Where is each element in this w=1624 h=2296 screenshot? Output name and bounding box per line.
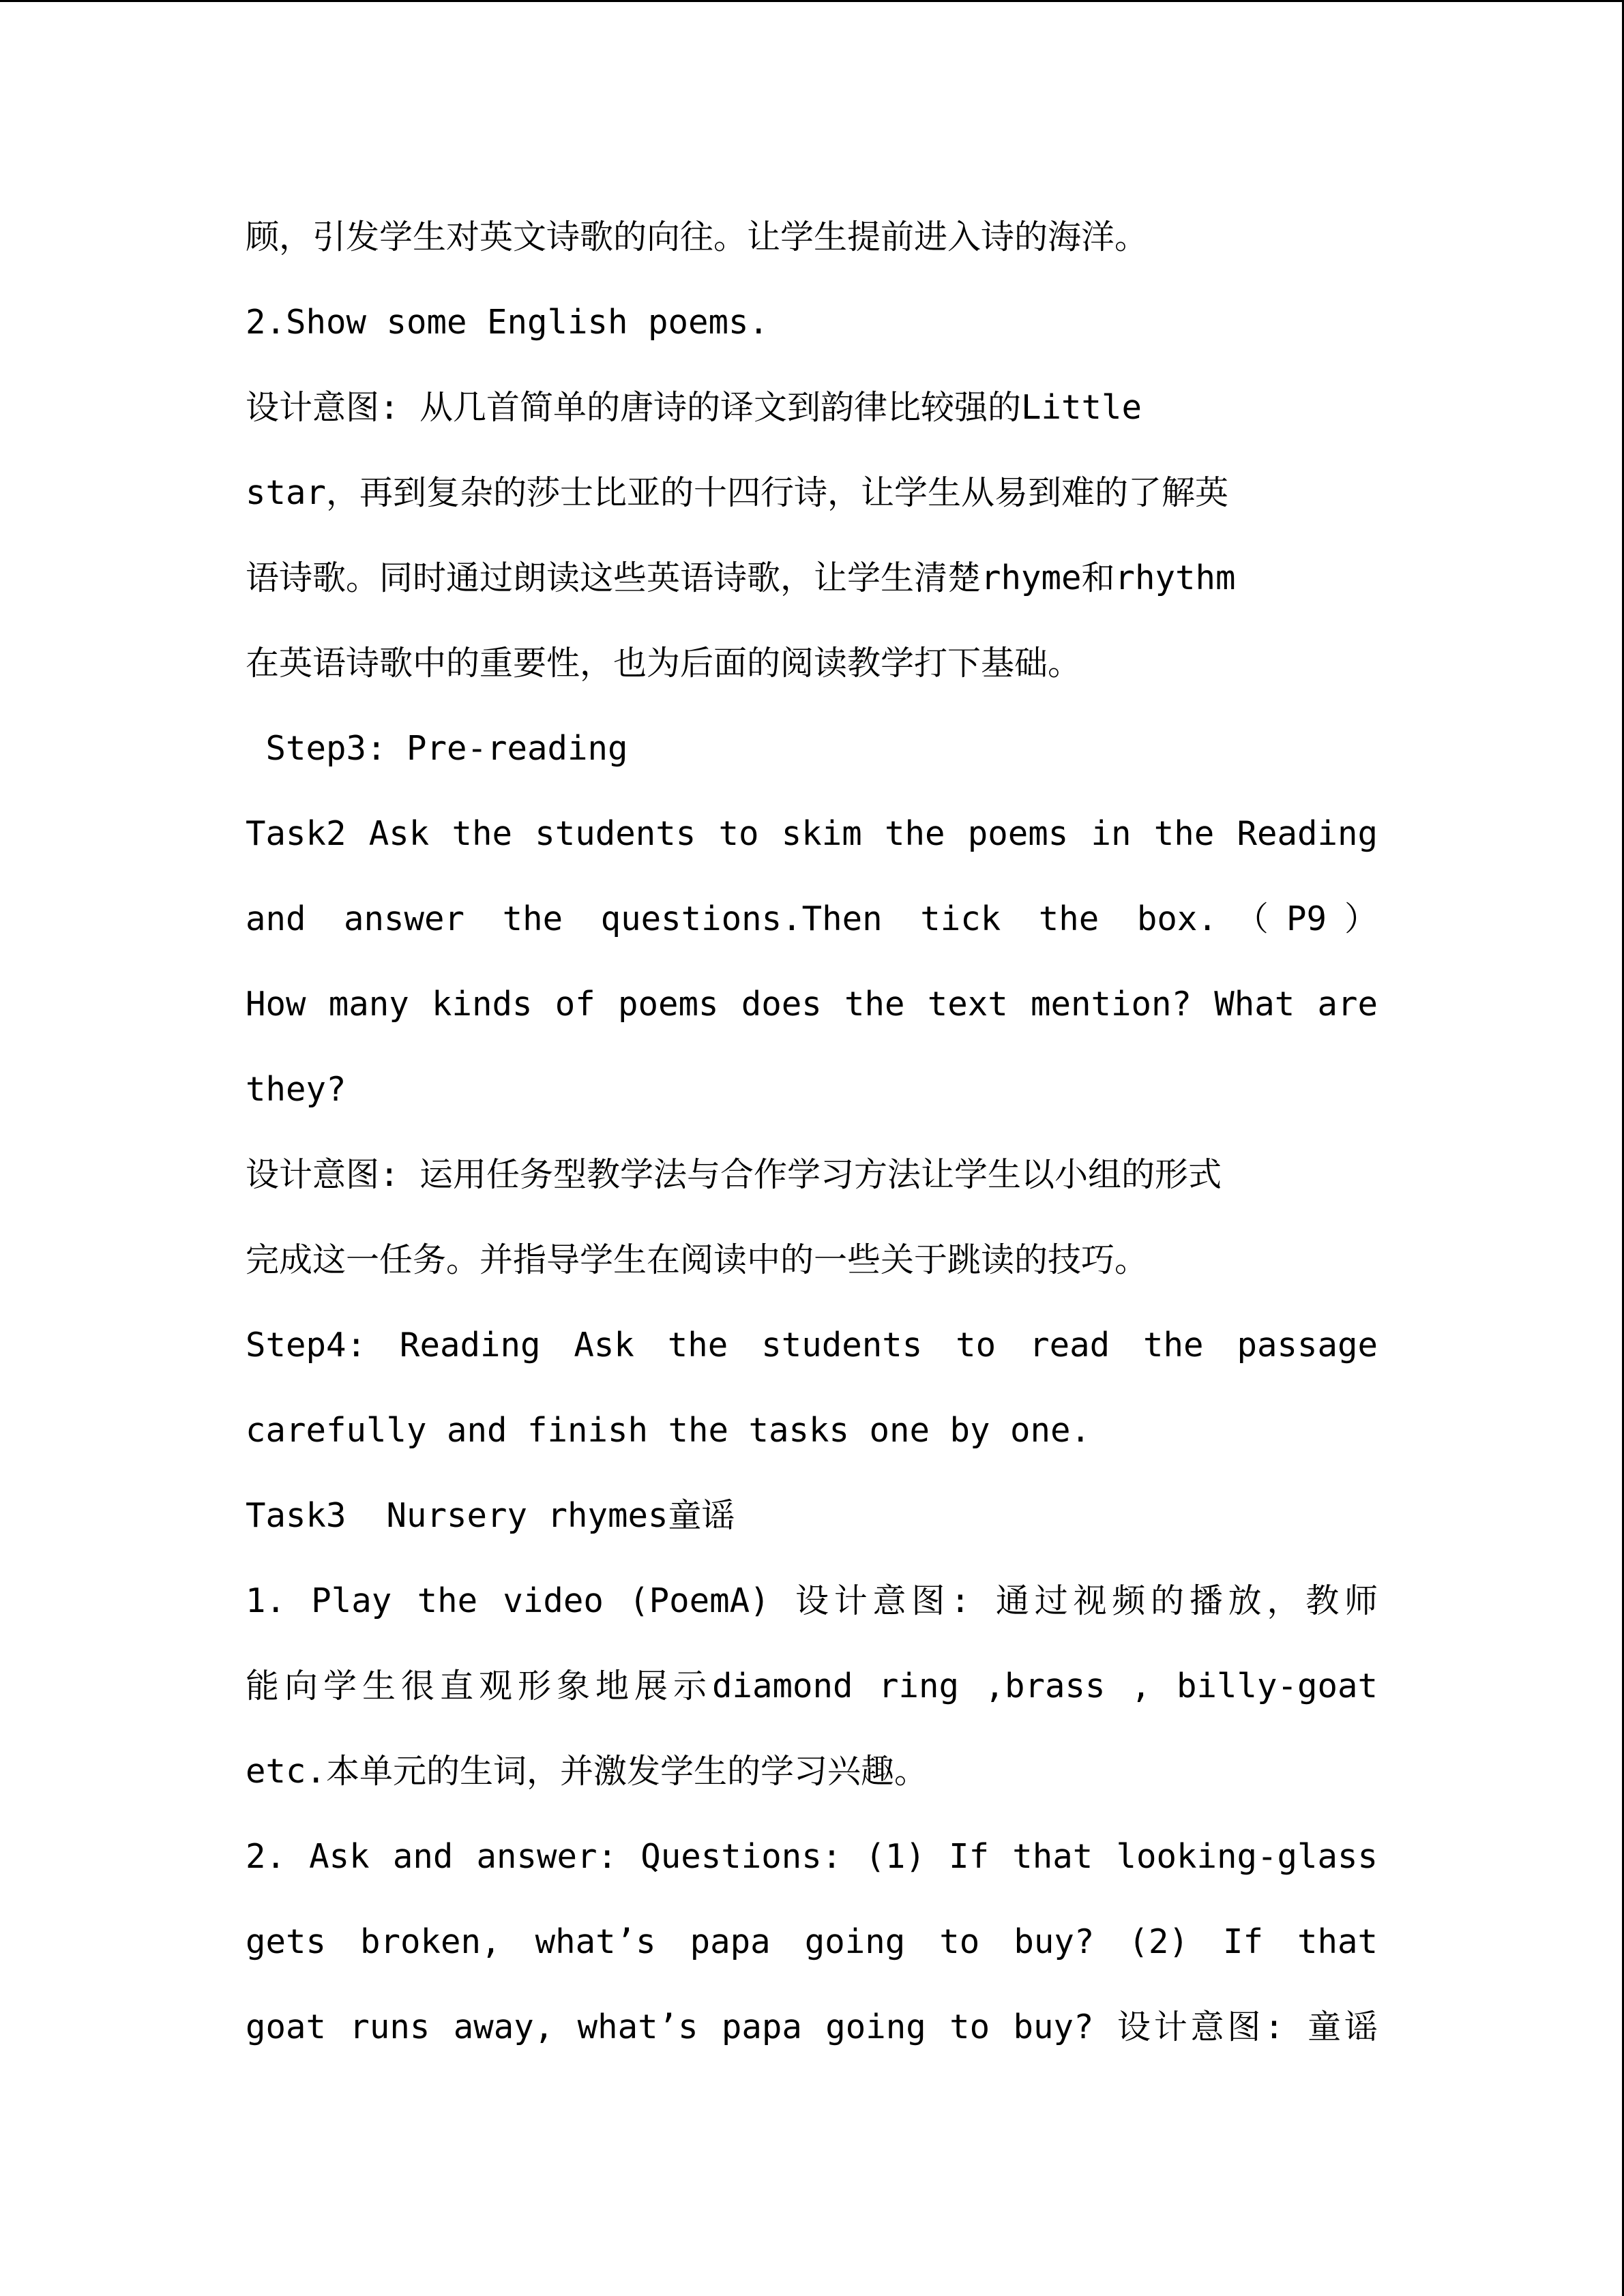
text-line: 设计意图: 运用任务型教学法与合作学习方法让学生以小组的形式 [246,1155,1222,1194]
text-line: goat runs away, what’s papa going to buy? 设计意图: 童谣 [246,2008,1378,2046]
text-line: 能向学生很直观形象地展示diamond ring ,brass , billy-goat [246,1667,1378,1705]
task-heading: Task3 Nursery rhymes童谣 [246,1496,735,1535]
document-body [246,194,1378,2070]
text-line: 设计意图: 从几首简单的唐诗的译文到韵律比较强的Little [246,388,1142,427]
text-line: 语诗歌。同时通过朗读这些英语诗歌，让学生清楚rhyme和rhythm [246,558,1236,597]
text-line: 1. Play the video (PoemA) 设计意图: 通过视频的播放，教师 [246,1581,1378,1620]
text-line: 顾，引发学生对英文诗歌的向往。让学生提前进入诗的海洋。 [246,218,1149,256]
text-line: they? [246,1070,346,1109]
text-line: gets broken, what’s papa going to buy? (2) If that [246,1922,1378,1961]
top-border-rule [0,0,1624,2]
text-line: 2.Show some English poems. [246,303,769,342]
section-heading: Step3: Pre-reading [246,729,628,768]
text-line: Task2 Ask the students to skim the poems in the Reading [246,814,1378,853]
text-line: and answer the questions.Then tick the box.（P9） [246,899,1378,938]
text-line: 在英语诗歌中的重要性，也为后面的阅读教学打下基础。 [246,644,1082,683]
text-line: 2. Ask and answer: Questions: (1) If that looking-glass [246,1837,1378,1876]
text-line: How many kinds of poems does the text mention? What are [246,985,1378,1024]
text-line: carefully and finish the tasks one by one. [246,1411,1091,1450]
section-heading: Step4: Reading Ask the students to read the passage [246,1326,1378,1365]
text-line: etc.本单元的生词，并激发学生的学习兴趣。 [246,1752,928,1791]
text-line: star，再到复杂的莎士比亚的十四行诗，让学生从易到难的了解英 [246,473,1229,512]
text-line: 完成这一任务。并指导学生在阅读中的一些关于跳读的技巧。 [246,1240,1149,1279]
